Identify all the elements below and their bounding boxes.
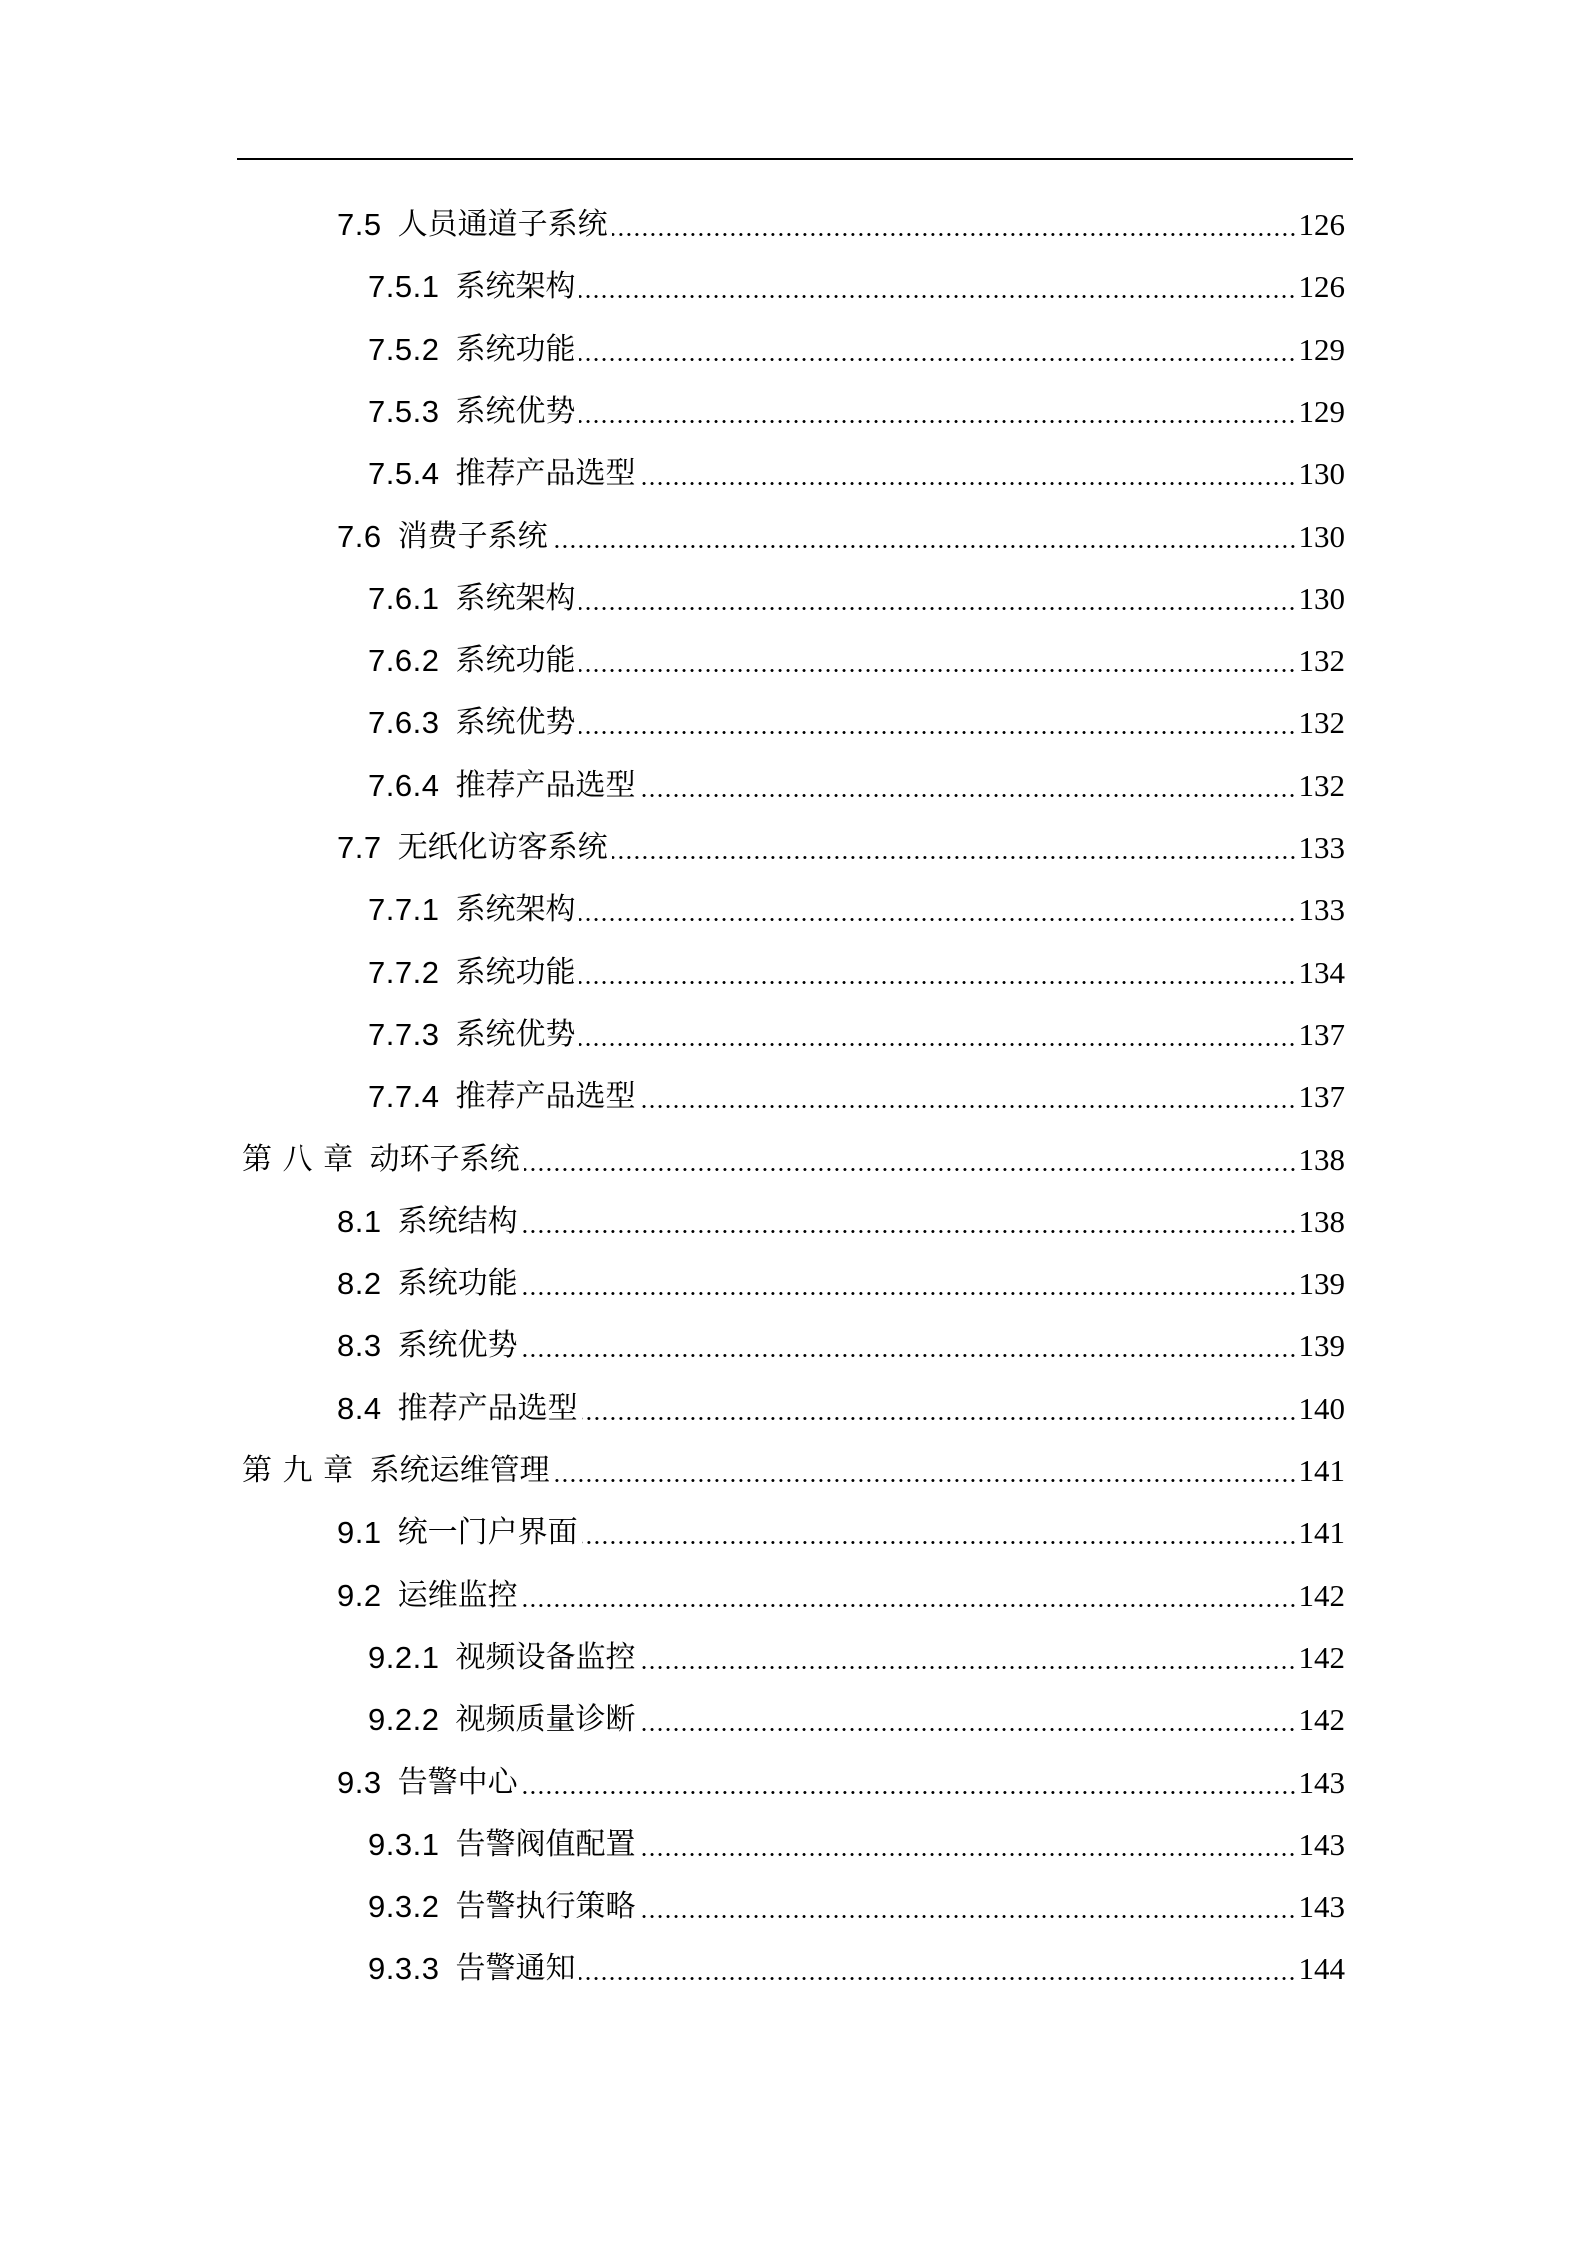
toc-entry-title: 人员通道子系统	[397, 207, 608, 242]
toc-entry-number: 第 八 章	[242, 1141, 354, 1177]
toc-entry-page: 144	[1298, 1951, 1345, 1987]
toc-entry-page: 139	[1298, 1328, 1345, 1364]
toc-entry-page: 142	[1298, 1577, 1345, 1613]
toc-entry-title: 系统优势	[455, 393, 576, 429]
toc-entry-number: 9.3.2	[368, 1889, 440, 1925]
toc-entry[interactable]	[368, 443, 1345, 505]
toc-entry-number: 9.3	[337, 1764, 382, 1800]
toc-entry-number: 8.2	[337, 1266, 382, 1302]
toc-entry-page: 134	[1298, 954, 1345, 990]
toc-entry-page: 138	[1298, 1203, 1345, 1239]
toc-entry-title: 系统优势	[397, 1328, 518, 1364]
dot-leader	[522, 1315, 1297, 1377]
toc-entry-number: 7.6.4	[368, 767, 440, 803]
toc-entry[interactable]	[368, 1004, 1345, 1066]
toc-entry-page: 129	[1298, 331, 1345, 367]
toc-entry-title: 系统功能	[455, 643, 576, 679]
toc-entry-number: 7.7.3	[368, 1016, 440, 1052]
toc-entry-page: 137	[1298, 1079, 1345, 1115]
dot-leader	[579, 381, 1296, 443]
toc-entry[interactable]	[368, 1066, 1345, 1128]
toc-entry-title: 消费子系统	[397, 518, 548, 554]
toc-entry-title: 系统架构	[455, 580, 576, 616]
toc-entry-page: 132	[1298, 643, 1345, 679]
toc-entry-title: 告警执行策略	[455, 1889, 636, 1925]
toc-entry-chapter[interactable]	[242, 1129, 1345, 1191]
toc-entry-title: 推荐产品选型	[397, 1390, 578, 1426]
dot-leader	[524, 1129, 1297, 1191]
toc-entry-page: 137	[1298, 1016, 1345, 1052]
dot-leader	[639, 1814, 1296, 1876]
toc-entry-number: 7.5.4	[368, 456, 440, 492]
dot-leader	[579, 568, 1296, 630]
toc-entry[interactable]	[368, 1876, 1345, 1938]
toc-entry-page: 141	[1298, 1515, 1345, 1551]
toc-entry-title: 系统架构	[455, 269, 576, 305]
dot-leader	[579, 692, 1296, 754]
toc-entry-number: 7.6.1	[368, 580, 440, 616]
toc-entry-number: 7.7	[337, 830, 382, 865]
toc-entry[interactable]	[368, 1627, 1345, 1689]
dot-leader	[639, 1627, 1296, 1689]
toc-entry-title: 推荐产品选型	[455, 1079, 636, 1115]
toc-entry-title: 告警通知	[455, 1951, 576, 1987]
toc-entry-number: 9.3.3	[368, 1951, 440, 1987]
toc-entry-title: 动环子系统	[369, 1141, 520, 1177]
toc-entry-page: 139	[1298, 1266, 1345, 1302]
toc-entry-title: 推荐产品选型	[455, 456, 636, 492]
toc-entry[interactable]	[368, 692, 1345, 754]
toc-entry-page: 126	[1298, 269, 1345, 305]
dot-leader	[579, 1938, 1296, 2000]
toc-entry-number: 8.3	[337, 1328, 382, 1364]
toc-entry-page: 133	[1298, 830, 1345, 865]
toc-entry[interactable]	[368, 942, 1345, 1004]
toc-entry-title: 视频质量诊断	[455, 1702, 636, 1738]
toc-entry-number: 7.7.1	[368, 892, 440, 928]
toc-entry-page: 129	[1298, 393, 1345, 429]
toc-entry-number: 7.6.3	[368, 705, 440, 741]
dot-leader	[522, 1565, 1297, 1627]
toc-entry-chapter[interactable]	[242, 1440, 1345, 1502]
toc-entry[interactable]	[337, 1191, 1345, 1253]
toc-entry-number: 7.6	[337, 518, 382, 554]
toc-entry-title: 推荐产品选型	[455, 767, 636, 803]
toc-entry[interactable]	[368, 381, 1345, 443]
dot-leader	[579, 879, 1296, 941]
toc-entry-title: 系统运维管理	[369, 1453, 550, 1488]
toc-entry-page: 143	[1298, 1826, 1345, 1862]
toc-entry-title: 统一门户界面	[397, 1515, 578, 1551]
toc-entry-page: 142	[1298, 1702, 1345, 1738]
toc-entry-title: 系统优势	[455, 705, 576, 741]
toc-entry[interactable]	[337, 1378, 1345, 1440]
toc-entry-number: 9.2.2	[368, 1702, 440, 1738]
toc-entry[interactable]	[368, 879, 1345, 941]
toc-entry-page: 138	[1298, 1141, 1345, 1177]
dot-leader	[579, 319, 1296, 381]
toc-entry[interactable]	[368, 1689, 1345, 1751]
toc-entry-number: 第 九 章	[242, 1453, 354, 1488]
dot-leader	[639, 755, 1296, 817]
toc-entry-title: 系统功能	[397, 1266, 518, 1302]
dot-leader	[612, 817, 1297, 879]
dot-leader	[579, 1004, 1296, 1066]
toc-entry[interactable]	[337, 1315, 1345, 1377]
toc-entry-number: 8.1	[337, 1203, 382, 1239]
toc-entry-page: 126	[1298, 207, 1345, 242]
toc-entry[interactable]	[368, 755, 1345, 817]
toc-entry-page: 143	[1298, 1764, 1345, 1800]
toc-entry-number: 9.2	[337, 1577, 382, 1613]
toc-entry-number: 7.5.3	[368, 393, 440, 429]
toc-entry-number: 9.1	[337, 1515, 382, 1551]
toc-entry-number: 7.7.4	[368, 1079, 440, 1115]
toc-entry[interactable]	[337, 1752, 1345, 1814]
toc-entry-number: 7.7.2	[368, 954, 440, 990]
dot-leader	[639, 1066, 1296, 1128]
toc-entry[interactable]	[337, 817, 1345, 879]
toc-entry-title: 告警中心	[397, 1764, 518, 1800]
toc-entry[interactable]	[337, 1253, 1345, 1315]
toc-entry[interactable]	[337, 506, 1345, 568]
toc-entry-title: 告警阀值配置	[455, 1826, 636, 1862]
dot-leader	[522, 1253, 1297, 1315]
toc-entry-page: 143	[1298, 1889, 1345, 1925]
dot-leader	[579, 256, 1296, 318]
toc-entry-page: 130	[1298, 456, 1345, 492]
toc-entry[interactable]	[337, 1565, 1345, 1627]
toc-entry[interactable]	[337, 1502, 1345, 1564]
dot-leader	[582, 1502, 1297, 1564]
toc-entry[interactable]	[368, 1814, 1345, 1876]
dot-leader	[522, 1191, 1297, 1253]
dot-leader	[639, 1689, 1296, 1751]
toc-entry-title: 运维监控	[397, 1577, 518, 1613]
toc-entry-number: 8.4	[337, 1390, 382, 1426]
toc-entry-title: 无纸化访客系统	[397, 830, 608, 865]
toc-entry-title: 系统架构	[455, 892, 576, 928]
page-header-rule	[237, 158, 1353, 160]
toc-entry-page: 133	[1298, 892, 1345, 928]
toc-entry-page: 141	[1298, 1453, 1345, 1488]
dot-leader	[522, 1752, 1297, 1814]
dot-leader	[639, 1876, 1296, 1938]
toc-entry-title: 系统结构	[397, 1203, 518, 1239]
toc-entry-number: 9.2.1	[368, 1639, 440, 1675]
toc-entry-page: 132	[1298, 705, 1345, 741]
toc-entry[interactable]	[368, 319, 1345, 381]
toc-entry-page: 132	[1298, 767, 1345, 803]
toc-entry[interactable]	[368, 568, 1345, 630]
toc-entry-title: 系统功能	[455, 331, 576, 367]
dot-leader	[579, 630, 1296, 692]
toc-entry-title: 系统优势	[455, 1016, 576, 1052]
dot-leader	[554, 1440, 1297, 1502]
toc-entry-number: 7.5	[337, 207, 382, 242]
toc-entry-page: 142	[1298, 1639, 1345, 1675]
toc-entry-number: 7.6.2	[368, 643, 440, 679]
dot-leader	[552, 506, 1297, 568]
toc-entry[interactable]	[368, 630, 1345, 692]
dot-leader	[582, 1378, 1297, 1440]
toc-entry[interactable]	[368, 1938, 1345, 2000]
toc-entry-number: 7.5.1	[368, 269, 440, 305]
toc-entry-title: 视频设备监控	[455, 1639, 636, 1675]
dot-leader	[612, 194, 1297, 256]
toc-entry-number: 7.5.2	[368, 331, 440, 367]
toc-entry[interactable]	[337, 194, 1345, 256]
dot-leader	[579, 942, 1296, 1004]
toc-entry-number: 9.3.1	[368, 1826, 440, 1862]
dot-leader	[639, 443, 1296, 505]
toc-entry-page: 130	[1298, 580, 1345, 616]
toc-entry[interactable]	[368, 256, 1345, 318]
toc-entry-page: 140	[1298, 1390, 1345, 1426]
toc-entry-page: 130	[1298, 518, 1345, 554]
toc-entry-title: 系统功能	[455, 954, 576, 990]
